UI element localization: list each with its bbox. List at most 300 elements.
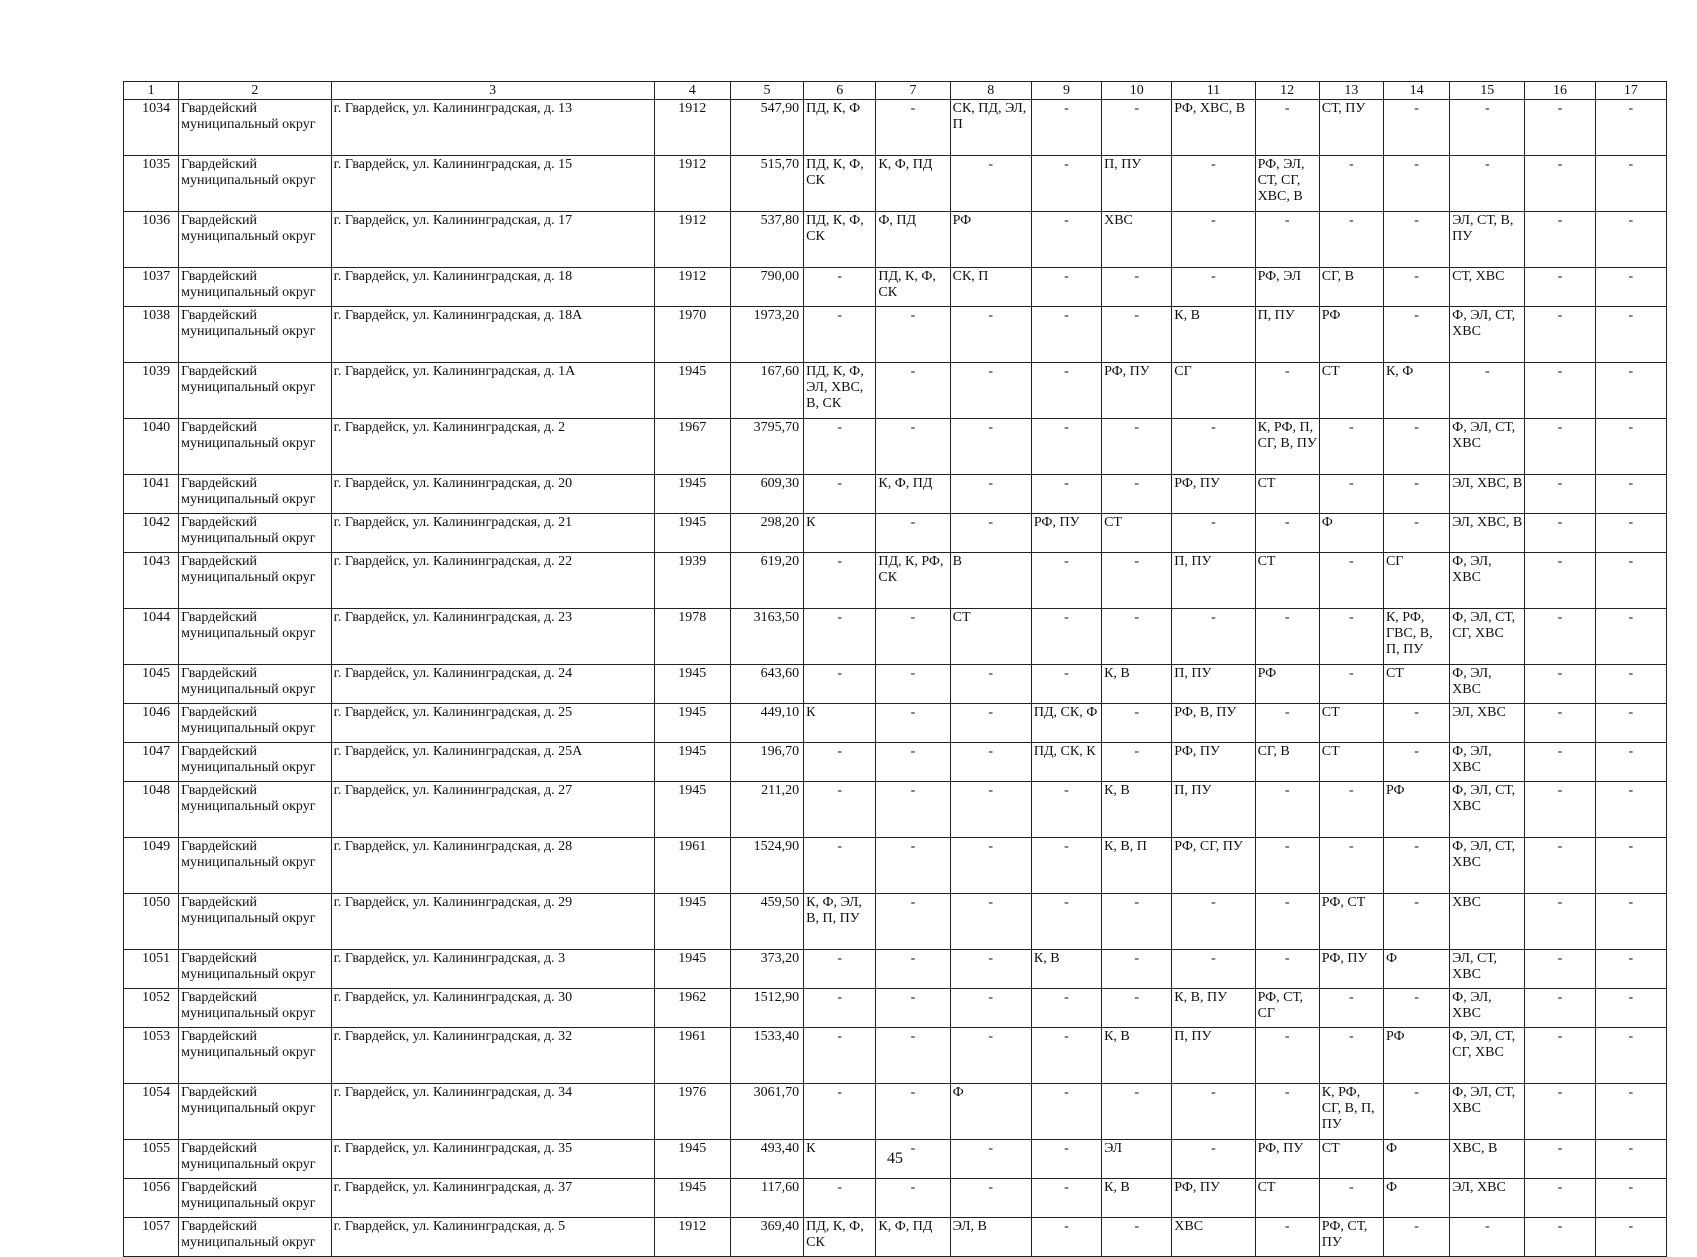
col15-cell: Ф, ЭЛ, СТ, ХВС (1450, 838, 1525, 894)
year-cell: 1912 (654, 100, 730, 156)
col11-cell: - (1172, 514, 1255, 553)
address-cell: г. Гвардейск, ул. Калининградская, д. 24 (331, 665, 654, 704)
col13-cell: СГ, В (1319, 268, 1383, 307)
col9-cell: ПД, СК, Ф (1031, 704, 1101, 743)
col13-cell: - (1319, 419, 1383, 475)
column-header-17: 17 (1595, 82, 1666, 100)
col14-cell: - (1383, 514, 1449, 553)
column-header-7: 7 (876, 82, 950, 100)
table-row (124, 156, 1667, 212)
col6-cell: - (804, 1179, 876, 1218)
col8-cell: - (950, 156, 1031, 212)
col14-cell: СТ (1383, 665, 1449, 704)
column-header-3: 3 (331, 82, 654, 100)
row-number: 1041 (124, 475, 179, 514)
year-cell: 1976 (654, 1084, 730, 1140)
col7-cell: - (876, 782, 950, 838)
address-cell: г. Гвардейск, ул. Калининградская, д. 28 (331, 838, 654, 894)
row-number: 1044 (124, 609, 179, 665)
col7-cell: К, Ф, ПД (876, 156, 950, 212)
col16-cell: - (1525, 838, 1595, 894)
col6-cell: - (804, 950, 876, 989)
address-cell: г. Гвардейск, ул. Калининградская, д. 37 (331, 1179, 654, 1218)
col15-cell: Ф, ЭЛ, СТ, СГ, ХВС (1450, 609, 1525, 665)
col7-cell: - (876, 100, 950, 156)
col11-cell: ХВС (1172, 1218, 1255, 1257)
col17-cell: - (1595, 1140, 1666, 1179)
address-cell: г. Гвардейск, ул. Калининградская, д. 27 (331, 782, 654, 838)
col8-cell: - (950, 307, 1031, 363)
col12-cell: РФ, ПУ (1255, 1140, 1319, 1179)
col9-cell: - (1031, 475, 1101, 514)
col12-cell: - (1255, 894, 1319, 950)
area-cell: 196,70 (730, 743, 803, 782)
col15-cell: Ф, ЭЛ, СТ, ХВС (1450, 307, 1525, 363)
col17-cell: - (1595, 838, 1666, 894)
table-body (124, 100, 1667, 1257)
col9-cell: - (1031, 665, 1101, 704)
col13-cell: РФ, ПУ (1319, 950, 1383, 989)
col8-cell: СК, П (950, 268, 1031, 307)
address-cell: г. Гвардейск, ул. Калининградская, д. 30 (331, 989, 654, 1028)
col12-cell: - (1255, 838, 1319, 894)
col12-cell: РФ (1255, 665, 1319, 704)
district-cell: Гвардейский муниципальный округ (179, 704, 331, 743)
col15-cell: ЭЛ, ХВС (1450, 704, 1525, 743)
col11-cell: П, ПУ (1172, 782, 1255, 838)
col6-cell: - (804, 1084, 876, 1140)
col9-cell: - (1031, 268, 1101, 307)
col14-cell: - (1383, 989, 1449, 1028)
col11-cell: РФ, ПУ (1172, 743, 1255, 782)
area-cell: 3795,70 (730, 419, 803, 475)
col13-cell: - (1319, 475, 1383, 514)
col16-cell: - (1525, 514, 1595, 553)
area-cell: 1512,90 (730, 989, 803, 1028)
table-row (124, 514, 1667, 553)
area-cell: 643,60 (730, 665, 803, 704)
col16-cell: - (1525, 1218, 1595, 1257)
col11-cell: К, В (1172, 307, 1255, 363)
col8-cell: - (950, 475, 1031, 514)
col13-cell: СТ (1319, 363, 1383, 419)
col11-cell: - (1172, 894, 1255, 950)
col13-cell: - (1319, 665, 1383, 704)
col13-cell: - (1319, 989, 1383, 1028)
area-cell: 369,40 (730, 1218, 803, 1257)
area-cell: 117,60 (730, 1179, 803, 1218)
district-cell: Гвардейский муниципальный округ (179, 268, 331, 307)
col7-cell: ПД, К, РФ, СК (876, 553, 950, 609)
col12-cell: - (1255, 782, 1319, 838)
year-cell: 1945 (654, 363, 730, 419)
address-cell: г. Гвардейск, ул. Калининградская, д. 22 (331, 553, 654, 609)
col8-cell: - (950, 838, 1031, 894)
col17-cell: - (1595, 212, 1666, 268)
address-cell: г. Гвардейск, ул. Калининградская, д. 15 (331, 156, 654, 212)
col7-cell: - (876, 1084, 950, 1140)
col14-cell: - (1383, 894, 1449, 950)
col6-cell: - (804, 838, 876, 894)
col8-cell: СК, ПД, ЭЛ, П (950, 100, 1031, 156)
col7-cell: - (876, 989, 950, 1028)
district-cell: Гвардейский муниципальный округ (179, 419, 331, 475)
col17-cell: - (1595, 894, 1666, 950)
col15-cell: - (1450, 1218, 1525, 1257)
col13-cell: Ф (1319, 514, 1383, 553)
col17-cell: - (1595, 1218, 1666, 1257)
table-row (124, 665, 1667, 704)
col17-cell: - (1595, 743, 1666, 782)
col12-cell: - (1255, 363, 1319, 419)
address-cell: г. Гвардейск, ул. Калининградская, д. 1А (331, 363, 654, 419)
col13-cell: - (1319, 1179, 1383, 1218)
col10-cell: - (1102, 268, 1172, 307)
col10-cell: СТ (1102, 514, 1172, 553)
col15-cell: Ф, ЭЛ, СТ, ХВС (1450, 419, 1525, 475)
area-cell: 449,10 (730, 704, 803, 743)
col12-cell: СТ (1255, 475, 1319, 514)
col10-cell: П, ПУ (1102, 156, 1172, 212)
col11-cell: - (1172, 156, 1255, 212)
row-number: 1053 (124, 1028, 179, 1084)
col13-cell: - (1319, 553, 1383, 609)
district-cell: Гвардейский муниципальный округ (179, 665, 331, 704)
col17-cell: - (1595, 100, 1666, 156)
district-cell: Гвардейский муниципальный округ (179, 609, 331, 665)
col8-cell: - (950, 743, 1031, 782)
col7-cell: - (876, 950, 950, 989)
year-cell: 1978 (654, 609, 730, 665)
col16-cell: - (1525, 609, 1595, 665)
col10-cell: К, В (1102, 782, 1172, 838)
page-number: 45 (887, 1150, 903, 1167)
col9-cell: РФ, ПУ (1031, 514, 1101, 553)
year-cell: 1945 (654, 514, 730, 553)
table-row (124, 743, 1667, 782)
district-cell: Гвардейский муниципальный округ (179, 1140, 331, 1179)
col13-cell: СТ, ПУ (1319, 100, 1383, 156)
col11-cell: РФ, ХВС, В (1172, 100, 1255, 156)
area-cell: 493,40 (730, 1140, 803, 1179)
column-header-14: 14 (1383, 82, 1449, 100)
address-cell: г. Гвардейск, ул. Калининградская, д. 18 (331, 268, 654, 307)
table-row (124, 307, 1667, 363)
col16-cell: - (1525, 1028, 1595, 1084)
col9-cell: - (1031, 989, 1101, 1028)
year-cell: 1962 (654, 989, 730, 1028)
area-cell: 790,00 (730, 268, 803, 307)
col14-cell: Ф (1383, 1140, 1449, 1179)
col15-cell: Ф, ЭЛ, ХВС (1450, 989, 1525, 1028)
col13-cell: - (1319, 609, 1383, 665)
col13-cell: - (1319, 1028, 1383, 1084)
area-cell: 3163,50 (730, 609, 803, 665)
area-cell: 1533,40 (730, 1028, 803, 1084)
col15-cell: - (1450, 100, 1525, 156)
col14-cell: - (1383, 156, 1449, 212)
col8-cell: - (950, 1179, 1031, 1218)
col14-cell: - (1383, 307, 1449, 363)
col6-cell: ПД, К, Ф, СК (804, 212, 876, 268)
col7-cell: - (876, 419, 950, 475)
col17-cell: - (1595, 419, 1666, 475)
col6-cell: ПД, К, Ф, СК (804, 156, 876, 212)
table-row (124, 609, 1667, 665)
col6-cell: ПД, К, Ф, ЭЛ, ХВС, В, СК (804, 363, 876, 419)
col16-cell: - (1525, 989, 1595, 1028)
table-row (124, 782, 1667, 838)
col8-cell: - (950, 1028, 1031, 1084)
col11-cell: - (1172, 419, 1255, 475)
col17-cell: - (1595, 950, 1666, 989)
table-row (124, 838, 1667, 894)
year-cell: 1945 (654, 1140, 730, 1179)
column-header-4: 4 (654, 82, 730, 100)
col7-cell: К, Ф, ПД (876, 1218, 950, 1257)
year-cell: 1945 (654, 950, 730, 989)
col10-cell: - (1102, 553, 1172, 609)
col12-cell: РФ, СТ, СГ (1255, 989, 1319, 1028)
year-cell: 1961 (654, 838, 730, 894)
col15-cell: Ф, ЭЛ, СТ, ХВС (1450, 1084, 1525, 1140)
district-cell: Гвардейский муниципальный округ (179, 514, 331, 553)
col13-cell: К, РФ, СГ, В, П, ПУ (1319, 1084, 1383, 1140)
col13-cell: РФ, СТ, ПУ (1319, 1218, 1383, 1257)
year-cell: 1945 (654, 782, 730, 838)
area-cell: 373,20 (730, 950, 803, 989)
col8-cell: РФ (950, 212, 1031, 268)
col16-cell: - (1525, 156, 1595, 212)
col16-cell: - (1525, 268, 1595, 307)
col9-cell: - (1031, 156, 1101, 212)
year-cell: 1945 (654, 704, 730, 743)
row-number: 1038 (124, 307, 179, 363)
col12-cell: - (1255, 609, 1319, 665)
col10-cell: К, В (1102, 1028, 1172, 1084)
col10-cell: К, В (1102, 1179, 1172, 1218)
district-cell: Гвардейский муниципальный округ (179, 475, 331, 514)
col15-cell: ЭЛ, ХВС, В (1450, 514, 1525, 553)
col11-cell: - (1172, 950, 1255, 989)
year-cell: 1945 (654, 475, 730, 514)
address-cell: г. Гвардейск, ул. Калининградская, д. 21 (331, 514, 654, 553)
col13-cell: - (1319, 212, 1383, 268)
table-row (124, 1179, 1667, 1218)
table-row (124, 268, 1667, 307)
row-number: 1036 (124, 212, 179, 268)
col11-cell: П, ПУ (1172, 1028, 1255, 1084)
row-number: 1040 (124, 419, 179, 475)
column-header-12: 12 (1255, 82, 1319, 100)
col8-cell: - (950, 514, 1031, 553)
area-cell: 1524,90 (730, 838, 803, 894)
year-cell: 1970 (654, 307, 730, 363)
col10-cell: - (1102, 419, 1172, 475)
area-cell: 167,60 (730, 363, 803, 419)
col7-cell: - (876, 665, 950, 704)
address-cell: г. Гвардейск, ул. Калининградская, д. 35 (331, 1140, 654, 1179)
col12-cell: - (1255, 704, 1319, 743)
col16-cell: - (1525, 743, 1595, 782)
table-row (124, 894, 1667, 950)
table-row (124, 475, 1667, 514)
district-cell: Гвардейский муниципальный округ (179, 950, 331, 989)
col16-cell: - (1525, 307, 1595, 363)
col15-cell: ХВС (1450, 894, 1525, 950)
district-cell: Гвардейский муниципальный округ (179, 1218, 331, 1257)
row-number: 1043 (124, 553, 179, 609)
table-row (124, 1084, 1667, 1140)
col7-cell: - (876, 609, 950, 665)
col6-cell: - (804, 419, 876, 475)
col14-cell: - (1383, 212, 1449, 268)
column-header-6: 6 (804, 82, 876, 100)
row-number: 1037 (124, 268, 179, 307)
col8-cell: - (950, 665, 1031, 704)
col15-cell: ЭЛ, ХВС, В (1450, 475, 1525, 514)
col14-cell: Ф (1383, 1179, 1449, 1218)
col16-cell: - (1525, 475, 1595, 514)
col10-cell: К, В, П (1102, 838, 1172, 894)
col15-cell: Ф, ЭЛ, ХВС (1450, 665, 1525, 704)
table-row (124, 950, 1667, 989)
address-cell: г. Гвардейск, ул. Калининградская, д. 3 (331, 950, 654, 989)
district-cell: Гвардейский муниципальный округ (179, 212, 331, 268)
year-cell: 1912 (654, 212, 730, 268)
col16-cell: - (1525, 1140, 1595, 1179)
col6-cell: - (804, 1028, 876, 1084)
col13-cell: РФ, СТ (1319, 894, 1383, 950)
column-header-10: 10 (1102, 82, 1172, 100)
table-row (124, 419, 1667, 475)
col8-cell: В (950, 553, 1031, 609)
col14-cell: К, РФ, ГВС, В, П, ПУ (1383, 609, 1449, 665)
column-header-5: 5 (730, 82, 803, 100)
col6-cell: - (804, 989, 876, 1028)
col6-cell: - (804, 609, 876, 665)
column-header-2: 2 (179, 82, 331, 100)
column-header-1: 1 (124, 82, 179, 100)
col13-cell: СТ (1319, 704, 1383, 743)
col6-cell: - (804, 743, 876, 782)
col11-cell: РФ, В, ПУ (1172, 704, 1255, 743)
year-cell: 1912 (654, 156, 730, 212)
column-header-11: 11 (1172, 82, 1255, 100)
col9-cell: - (1031, 100, 1101, 156)
col9-cell: - (1031, 1218, 1101, 1257)
col8-cell: - (950, 1140, 1031, 1179)
col16-cell: - (1525, 363, 1595, 419)
col8-cell: - (950, 989, 1031, 1028)
col9-cell: - (1031, 553, 1101, 609)
district-cell: Гвардейский муниципальный округ (179, 363, 331, 419)
col8-cell: - (950, 419, 1031, 475)
table-row (124, 989, 1667, 1028)
col8-cell: Ф (950, 1084, 1031, 1140)
col6-cell: ПД, К, Ф (804, 100, 876, 156)
col17-cell: - (1595, 307, 1666, 363)
area-cell: 619,20 (730, 553, 803, 609)
area-cell: 211,20 (730, 782, 803, 838)
address-cell: г. Гвардейск, ул. Калининградская, д. 25 (331, 704, 654, 743)
district-cell: Гвардейский муниципальный округ (179, 100, 331, 156)
row-number: 1051 (124, 950, 179, 989)
col15-cell: ЭЛ, СТ, В, ПУ (1450, 212, 1525, 268)
row-number: 1050 (124, 894, 179, 950)
row-number: 1034 (124, 100, 179, 156)
col10-cell: - (1102, 743, 1172, 782)
address-cell: г. Гвардейск, ул. Калининградская, д. 20 (331, 475, 654, 514)
col14-cell: - (1383, 838, 1449, 894)
col6-cell: - (804, 268, 876, 307)
col10-cell: ХВС (1102, 212, 1172, 268)
col7-cell: Ф, ПД (876, 212, 950, 268)
table-row (124, 553, 1667, 609)
district-cell: Гвардейский муниципальный округ (179, 1179, 331, 1218)
col15-cell: - (1450, 156, 1525, 212)
column-header-16: 16 (1525, 82, 1595, 100)
col14-cell: РФ (1383, 782, 1449, 838)
col9-cell: - (1031, 1140, 1101, 1179)
district-cell: Гвардейский муниципальный округ (179, 307, 331, 363)
col12-cell: - (1255, 514, 1319, 553)
col16-cell: - (1525, 704, 1595, 743)
col15-cell: - (1450, 363, 1525, 419)
row-number: 1052 (124, 989, 179, 1028)
row-number: 1039 (124, 363, 179, 419)
col16-cell: - (1525, 419, 1595, 475)
col12-cell: РФ, ЭЛ, СТ, СГ, ХВС, В (1255, 156, 1319, 212)
year-cell: 1912 (654, 268, 730, 307)
col9-cell: - (1031, 838, 1101, 894)
col6-cell: - (804, 782, 876, 838)
district-cell: Гвардейский муниципальный округ (179, 838, 331, 894)
col10-cell: - (1102, 1084, 1172, 1140)
col10-cell: - (1102, 894, 1172, 950)
col9-cell: - (1031, 609, 1101, 665)
address-cell: г. Гвардейск, ул. Калининградская, д. 18А (331, 307, 654, 363)
address-cell: г. Гвардейск, ул. Калининградская, д. 25А (331, 743, 654, 782)
col11-cell: К, В, ПУ (1172, 989, 1255, 1028)
col13-cell: - (1319, 782, 1383, 838)
table-row (124, 704, 1667, 743)
col9-cell: - (1031, 1028, 1101, 1084)
col8-cell: - (950, 894, 1031, 950)
col8-cell: СТ (950, 609, 1031, 665)
col17-cell: - (1595, 514, 1666, 553)
table-row (124, 363, 1667, 419)
col13-cell: СТ (1319, 743, 1383, 782)
col9-cell: - (1031, 307, 1101, 363)
col6-cell: К (804, 704, 876, 743)
year-cell: 1945 (654, 894, 730, 950)
col6-cell: - (804, 307, 876, 363)
col10-cell: - (1102, 307, 1172, 363)
data-table (123, 81, 1667, 1257)
column-header-9: 9 (1031, 82, 1101, 100)
col17-cell: - (1595, 1028, 1666, 1084)
col6-cell: - (804, 665, 876, 704)
col17-cell: - (1595, 1179, 1666, 1218)
col13-cell: СТ (1319, 1140, 1383, 1179)
col16-cell: - (1525, 1179, 1595, 1218)
col9-cell: - (1031, 1084, 1101, 1140)
col6-cell: - (804, 553, 876, 609)
row-number: 1055 (124, 1140, 179, 1179)
col9-cell: ПД, СК, К (1031, 743, 1101, 782)
row-number: 1049 (124, 838, 179, 894)
